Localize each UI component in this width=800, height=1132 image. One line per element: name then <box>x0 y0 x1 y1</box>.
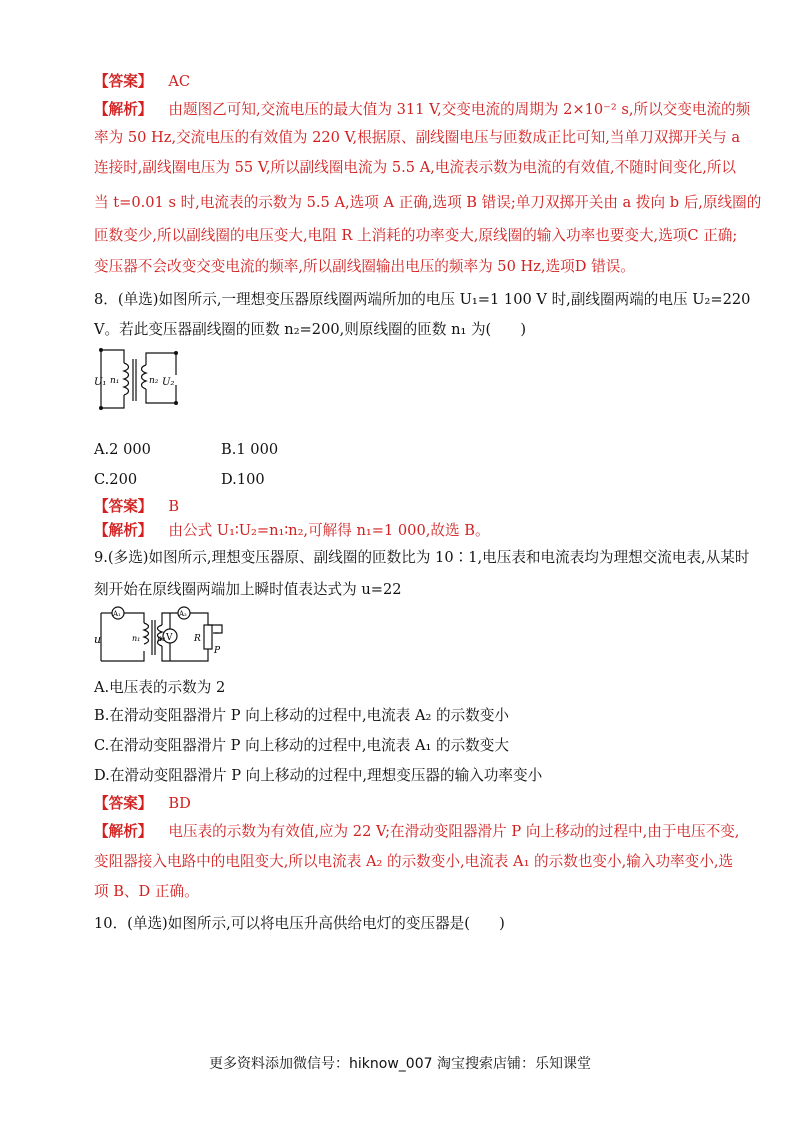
answer-value: BD <box>168 795 191 812</box>
analysis-tag: 【解析】 <box>94 522 153 539</box>
fig-label-n2: n₂ <box>157 634 166 643</box>
fig-label-a2: A₂ <box>179 610 187 618</box>
question-8-line: V。若此变压器副线圈的匝数 n₂=200,则原线圈的匝数 n₁ 为( ) <box>94 321 527 338</box>
answer-tag: 【答案】 <box>94 795 153 812</box>
analysis-line: 变阻器接入电路中的电阻变大,所以电流表 A₂ 的示数变小,电流表 A₁ 的示数也变小,输入功率变小,选 <box>94 853 734 870</box>
option-d: D.在滑动变阻器滑片 P 向上移动的过程中,理想变压器的输入功率变小 <box>94 767 543 784</box>
answer-line <box>94 72 706 92</box>
analysis-line <box>94 822 740 842</box>
transformer-figure-9 <box>94 603 234 668</box>
option-a: A.2 000 <box>94 441 151 458</box>
answer-tag: 【答案】 <box>94 73 153 90</box>
fig-label-p: P <box>214 646 221 656</box>
analysis-text: 由题图乙可知,交流电压的最大值为 311 V,交变电流的周期为 2×10⁻² s,所以交变电流的频 <box>168 101 751 118</box>
answer-line <box>94 497 706 517</box>
analysis-line: 当 t=0.01 s 时,电流表的示数为 5.5 A,选项 A 正确,选项 B 错误;单刀双掷开关由 a 拨向 b 后,原线圈的 <box>94 194 762 211</box>
fig-label-u1: U₁ <box>94 377 107 388</box>
fig-label-v: V <box>166 633 173 643</box>
analysis-text: 由公式 U₁∶U₂=n₁∶n₂,可解得 n₁=1 000,故选 B。 <box>168 522 490 539</box>
option-b: B.1 000 <box>221 441 279 458</box>
analysis-text: 电压表的示数为有效值,应为 22 V;在滑动变阻器滑片 P 向上移动的过程中,由于电压不变, <box>168 823 740 840</box>
analysis-line: 率为 50 Hz,交流电压的有效值为 220 V,根据原、副线圈电压与匝数成正比可知,当单刀双掷开关与 a <box>94 129 741 146</box>
fig-label-u: u <box>94 633 102 646</box>
analysis-line: 连接时,副线圈电压为 55 V,所以副线圈电流为 5.5 A,电流表示数为电流的有效值,不随时间变化,所以 <box>94 159 737 176</box>
transformer-figure-8 <box>94 345 184 415</box>
option-d: D.100 <box>221 471 265 488</box>
option-c: C.在滑动变阻器滑片 P 向上移动的过程中,电流表 A₁ 的示数变大 <box>94 737 509 754</box>
option-b: B.在滑动变阻器滑片 P 向上移动的过程中,电流表 A₂ 的示数变小 <box>94 707 510 724</box>
answer-tag: 【答案】 <box>94 498 153 515</box>
answer-value: AC <box>168 73 191 90</box>
fig-label-a1: A₁ <box>113 610 121 618</box>
analysis-line: 匝数变少,所以副线圈的电压变大,电阻 R 上消耗的功率变大,原线圈的输入功率也要变大,选项C 正确; <box>94 227 738 244</box>
analysis-line: 变压器不会改变交变电流的频率,所以副线圈输出电压的频率为 50 Hz,选项D 错误。 <box>94 258 635 275</box>
fig-label-n1: n₁ <box>132 634 141 643</box>
analysis-line <box>94 100 751 120</box>
analysis-tag: 【解析】 <box>94 823 153 840</box>
fig-label-n1: n₁ <box>110 376 120 386</box>
fig-label-r: R <box>194 634 201 644</box>
answer-line <box>94 794 706 814</box>
footer-contact: 更多资料添加微信号：hiknow_007 淘宝搜索店铺：乐知课堂 <box>209 1056 591 1072</box>
analysis-line <box>94 521 706 541</box>
option-c: C.200 <box>94 471 138 488</box>
option-a: A.电压表的示数为 2 <box>94 679 226 696</box>
question-9-line: 9.(多选)如图所示,理想变压器原、副线圈的匝数比为 10∶1,电压表和电流表均为理想交流电表,从某时 <box>94 549 750 566</box>
question-8-line: 8．(单选)如图所示,一理想变压器原线圈两端所加的电压 U₁=1 100 V 时,副线圈两端的电压 U₂=220 <box>94 291 751 308</box>
fig-label-n2: n₂ <box>149 376 159 386</box>
answer-value: B <box>168 498 180 515</box>
question-9-line: 刻开始在原线圈两端加上瞬时值表达式为 u=22 <box>94 581 402 598</box>
analysis-line: 项 B、D 正确。 <box>94 883 199 900</box>
question-10-line: 10．(单选)如图所示,可以将电压升高供给电灯的变压器是( ) <box>94 915 505 932</box>
analysis-tag: 【解析】 <box>94 101 153 118</box>
fig-label-u2: U₂ <box>162 377 175 388</box>
